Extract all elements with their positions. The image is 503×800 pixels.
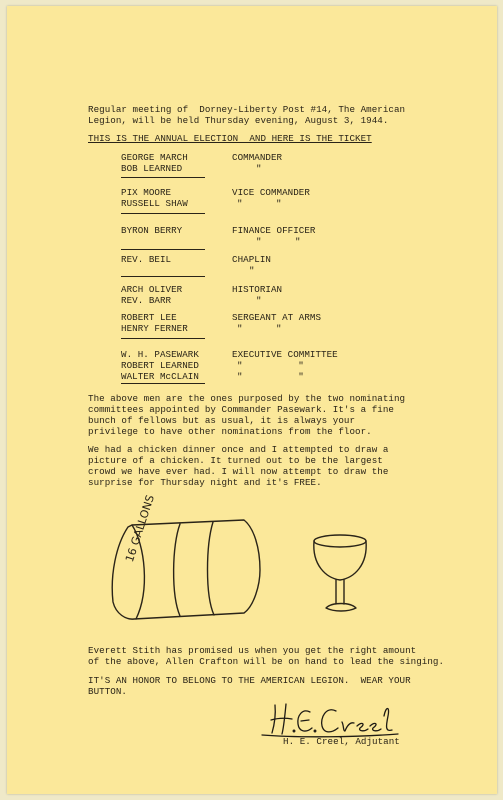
ticket-office: SERGEANT AT ARMS: [232, 312, 322, 323]
ticket-name: ROBERT LEE: [121, 312, 177, 323]
ticket-office-ditto: " ": [237, 198, 282, 209]
ticket-name: BYRON BERRY: [121, 225, 183, 236]
ticket-office: EXECUTIVE COMMITTEE: [232, 349, 338, 360]
barrel-label: 16 GALLONS: [123, 493, 157, 564]
ticket-name: PIX MOORE: [121, 187, 172, 198]
ticket-name: WALTER McCLAIN: [121, 371, 199, 382]
ticket-office: CHAPLIN: [232, 254, 271, 265]
ticket-name: ARCH OLIVER: [121, 284, 183, 295]
ticket-name: HENRY FERNER: [121, 323, 188, 334]
ticket-name: BOB LEARNED: [121, 163, 183, 174]
ticket-office-ditto: ": [249, 265, 255, 276]
ticket-office: HISTORIAN: [232, 284, 283, 295]
closing-line-2: BUTTON.: [88, 686, 127, 697]
ticket-office-ditto: " ": [256, 236, 301, 247]
ticket-name: ROBERT LEARNED: [121, 360, 199, 371]
ticket-office: FINANCE OFFICER: [232, 225, 316, 236]
ticket-office-ditto: " ": [237, 360, 304, 371]
signature-typed: H. E. Creel, Adjutant: [283, 736, 400, 747]
paragraph-singing-line-2: of the above, Allen Crafton will be on hand to lead the singing.: [88, 656, 445, 667]
ticket-name: W. H. PASEWARK: [121, 349, 199, 360]
ticket-office-ditto: ": [256, 163, 262, 174]
ticket-name: RUSSELL SHAW: [121, 198, 188, 209]
ticket-name: REV. BEIL: [121, 254, 172, 265]
ticket-office: VICE COMMANDER: [232, 187, 310, 198]
ticket-office-ditto: " ": [237, 323, 282, 334]
ticket-office-ditto: ": [256, 295, 262, 306]
intro-line-1: Regular meeting of Dorney-Liberty Post #14, The American: [88, 104, 406, 115]
intro-line-2: Legion, will be held Thursday evening, August 3, 1944.: [88, 115, 389, 126]
paragraph-singing-line-1: Everett Stith has promised us when you get the right amount: [88, 645, 417, 656]
ticket-office-ditto: " ": [237, 371, 304, 382]
ticket-heading: THIS IS THE ANNUAL ELECTION AND HERE IS THE TICKET: [88, 133, 372, 144]
closing-line-1: IT'S AN HONOR TO BELONG TO THE AMERICAN LEGION. WEAR YOUR: [88, 675, 411, 686]
ticket-office: COMMANDER: [232, 152, 283, 163]
paragraph-chicken: We had a chicken dinner once and I attempted to draw a picture of a chicken. It turned out to be the largest crowd we have ever had. I will now attempt to draw the surprise for Thursday night and it's FREE.: [88, 444, 389, 488]
ticket-name: GEORGE MARCH: [121, 152, 188, 163]
ticket-name: REV. BARR: [121, 295, 172, 306]
paragraph-nominations: The above men are the ones purposed by the two nominating committees appointed by Commander Pasewark. It's a fine bunch of fellows but as usual, it is always your privilege to have other nominations from the floor.: [88, 393, 406, 437]
